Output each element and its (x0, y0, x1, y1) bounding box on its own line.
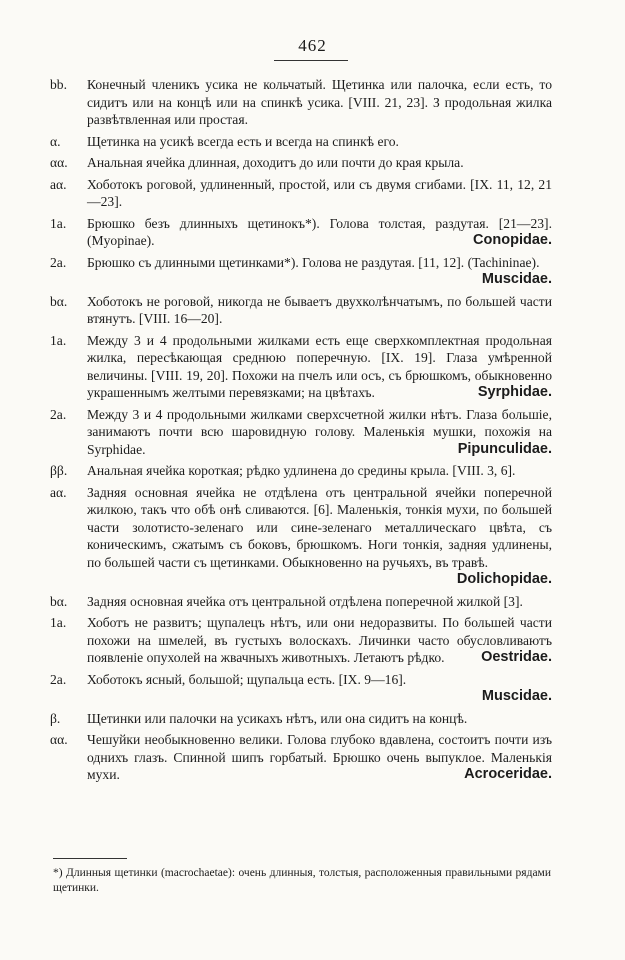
entry-key: 2a. (50, 254, 67, 270)
key-entry (50, 710, 552, 728)
entry-description: Хоботокъ не роговой, никогда не бываетъ двухколѣнчатымъ, по большей части втянутъ. [VIII. 16—20]. (87, 293, 552, 326)
entry-key: bb. (50, 77, 67, 92)
entry-key: α. (50, 133, 61, 149)
entry-description: Чешуйки необыкновенно велики. Голова глубоко вдавлена, состоитъ почти изъ однихъ глазъ. Спинной шипъ горбатый. Брюшко очень выпуклое. Маленькія мухи. (87, 732, 552, 782)
entry-description: Хоботокъ роговой, удлиненный, простой, или съ двумя сгибами. [IX. 11, 12, 21—23]. (87, 176, 552, 209)
entry-text (87, 614, 552, 667)
entry-description: Конечный членикъ усика не кольчатый. Щетинка или палочка, если есть, то сидитъ или на концѣ или на спинкѣ усика. [VIII. 21, 23]. З продольная жилка развѣтвленная или простая. (87, 77, 552, 127)
entry-key: aα. (50, 484, 67, 500)
key-entry (50, 133, 552, 151)
key-entry (50, 462, 552, 480)
entry-text (87, 293, 552, 328)
entry-key: αα. (50, 155, 68, 170)
entry-key: β. (50, 710, 61, 726)
entry-description: Задняя основная ячейка не отдѣлена отъ центральной ячейки поперечной жилкою, такъ что обѣ онѣ сливаются. [6]. Маленькія, тонкія мухи, по большей части золотисто-зеленаго или сине-зеленаго металлическаго цвѣта, съ коническимъ, сжатымъ съ боковъ, брюшкомъ. Ноги тонкія, задняя удлинены, по большей части съ щетинками. Обыкновенно на ручьяхъ, въ травѣ. (87, 484, 552, 570)
entry-description: Щетинка на усикѣ всегда есть и всегда на спинкѣ его. (87, 133, 399, 149)
entry-description: Брюшко съ длинными щетинками*). Голова не раздутая. [11, 12]. (Tachininae). (87, 254, 540, 270)
entry-text (87, 462, 552, 480)
key-entry (50, 254, 552, 289)
entry-description: Щетинки или палочки на усикахъ нѣтъ, или она сидитъ на концѣ. (87, 710, 468, 726)
entry-text (87, 710, 552, 728)
header-rule (274, 60, 348, 61)
key-entry (50, 406, 552, 459)
key-entry (50, 154, 552, 172)
entry-key: 2a. (50, 406, 67, 422)
footnote-rule (53, 858, 127, 859)
family-name: Oestridae. (481, 649, 552, 665)
entry-text (87, 406, 552, 459)
key-entry (50, 484, 552, 589)
entry-text (87, 254, 552, 289)
entry-description: Анальная ячейка короткая; рѣдко удлинена до средины крыла. [VIII. 3, 6]. (87, 463, 516, 478)
key-entry (50, 76, 552, 129)
entry-description: Между 3 и 4 продольными жилками сверхсчетной жилки нѣтъ. Глаза большіе, занимаютъ почти всю шаровидную голову. Маленькія мушки, похожія на Syrphidae. (87, 406, 552, 457)
key-entry (50, 731, 552, 784)
family-name: Pipunculidae. (457, 440, 552, 457)
entry-description: Хоботъ не развитъ; щупалецъ нѣтъ, или они недоразвиты. По большей части похожи на шмелей, въ густыхъ волоскахъ. Личинки часто обусловливаютъ появленіе опухолей на жвачныхъ животныхъ. Летаютъ рѣдко. (87, 615, 552, 665)
key-entry (50, 215, 552, 250)
family-name: Muscidae. (481, 688, 552, 704)
key-entry (50, 614, 552, 667)
entry-text (87, 215, 552, 250)
entry-key: bα. (50, 593, 68, 609)
entry-key: ββ. (50, 463, 68, 478)
family-name: Dolichopidae. (456, 571, 552, 587)
key-entry (50, 671, 552, 706)
entry-key: αα. (50, 732, 68, 747)
entry-text (87, 133, 552, 151)
entry-text (87, 154, 552, 172)
entry-text (87, 76, 552, 129)
entry-description: Анальная ячейка длинная, доходитъ до или почти до края крыла. (87, 155, 464, 170)
key-entry (50, 176, 552, 211)
entry-description: Задняя основная ячейка отъ центральной отдѣлена поперечной жилкой [3]. (87, 593, 523, 609)
family-name: Acroceridae. (464, 766, 552, 782)
entry-text (87, 176, 552, 211)
entry-text (87, 593, 552, 611)
entry-description: Между 3 и 4 продольными жилками есть еще сверхкомплектная продольная жилка, пересѣкающая среднюю поперечную. [IX. 19]. Глаза умѣренной величины. [VIII. 19, 20]. Похожи на пчелъ или осъ, съ брюшкомъ, обыкновенно украшеннымъ желтыми перевязками; на цвѣтахъ. (87, 332, 552, 400)
entry-text (87, 484, 552, 589)
entry-key: aα. (50, 176, 67, 192)
footnote: *) Длинныя щетинки (macrochaetae): очень длинныя, толстыя, расположенныя правильными рядами щетинки. (53, 867, 551, 894)
key-entry (50, 332, 552, 402)
entry-key: bα. (50, 293, 68, 309)
entry-key: 1a. (50, 332, 67, 348)
family-name: Muscidae. (481, 271, 552, 287)
family-name: Conopidae. (473, 232, 552, 248)
entry-description: Хоботокъ ясный, большой; щупальца есть. [IX. 9—16]. (87, 671, 407, 687)
key-entry (50, 593, 552, 611)
key-entry (50, 293, 552, 328)
entry-text (87, 731, 552, 784)
entry-key: 1a. (50, 615, 67, 630)
key-body (50, 76, 552, 788)
entry-key: 2a. (50, 671, 67, 687)
entry-text (87, 671, 552, 706)
page-number: 462 (298, 36, 327, 55)
entry-text (87, 332, 552, 402)
entry-key: 1a. (50, 215, 67, 231)
entry-description: Брюшко безъ длинныхъ щетинокъ*). Голова толстая, раздутая. [21—23]. (Myopinae). (87, 215, 552, 248)
family-name: Syrphidae. (477, 384, 552, 400)
